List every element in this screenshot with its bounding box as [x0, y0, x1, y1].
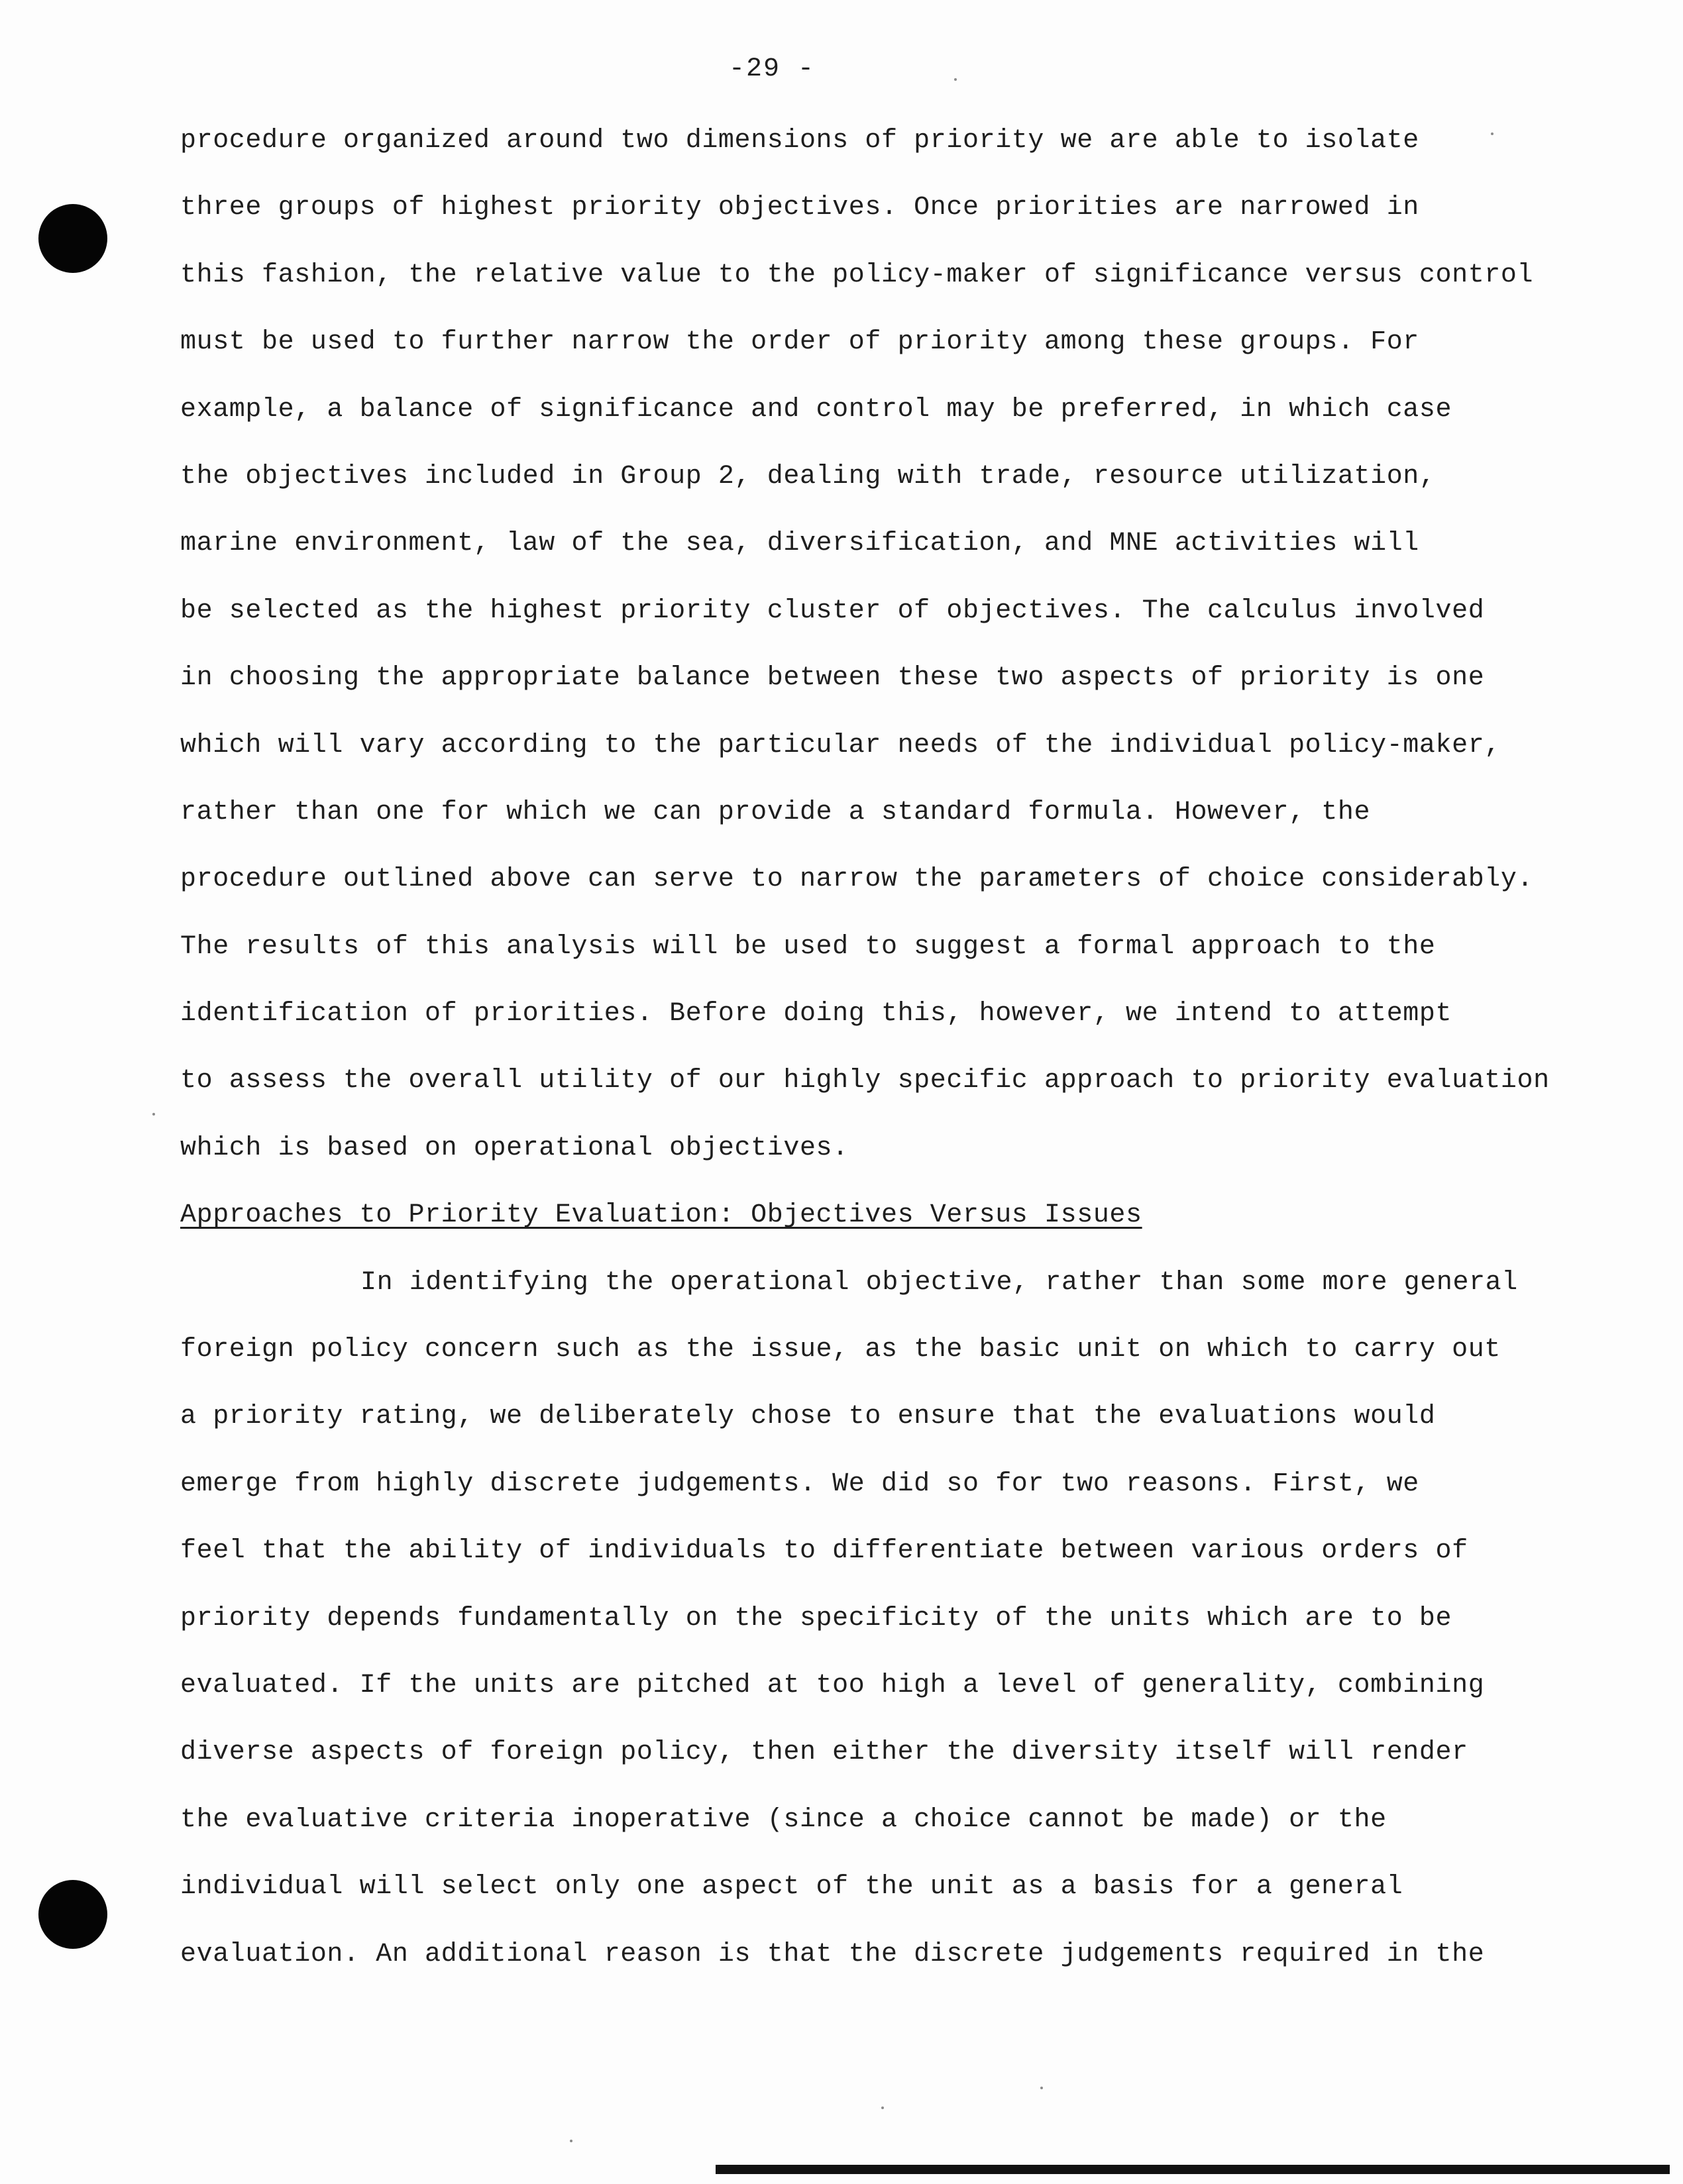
text-line: evaluation. An additional reason is that the discrete judgements required in the	[180, 1939, 1485, 1969]
punch-hole-top	[38, 204, 107, 273]
text-line: foreign policy concern such as the issue, as the basic unit on which to carry out	[180, 1335, 1501, 1365]
text-line: procedure outlined above can serve to narrow the parameters of choice considerably.	[180, 864, 1534, 895]
text-line: a priority rating, we deliberately chose to ensure that the evaluations would	[180, 1402, 1436, 1432]
text-line: feel that the ability of individuals to differentiate between various orders of	[180, 1536, 1468, 1567]
text-line: the objectives included in Group 2, dealing with trade, resource utilization,	[180, 461, 1436, 492]
scan-speck	[954, 78, 957, 81]
text-line: identification of priorities. Before doing this, however, we intend to attempt	[180, 999, 1452, 1029]
paragraph-continuation	[180, 107, 1603, 1988]
text-line: individual will select only one aspect of the unit as a basis for a general	[180, 1872, 1403, 1902]
punch-hole-bottom	[38, 1880, 107, 1949]
text-line: be selected as the highest priority cluster of objectives. The calculus involved	[180, 596, 1485, 626]
text-line: priority depends fundamentally on the specificity of the units which are to be	[180, 1603, 1452, 1634]
text-line: evaluated. If the units are pitched at too high a level of generality, combining	[180, 1670, 1485, 1700]
scan-speck	[881, 2106, 884, 2109]
scan-speck	[570, 2140, 572, 2142]
scan-speck	[1491, 132, 1493, 135]
text-line: this fashion, the relative value to the policy-maker of significance versus control	[180, 260, 1534, 290]
text-line: to assess the overall utility of our highly specific approach to priority evaluation	[180, 1066, 1550, 1096]
text-line: emerge from highly discrete judgements. We did so for two reasons. First, we	[180, 1469, 1419, 1499]
scan-edge-bar	[716, 2165, 1670, 2174]
text-line: diverse aspects of foreign policy, then either the diversity itself will render	[180, 1738, 1468, 1768]
text-line: procedure organized around two dimensions of priority we are able to isolate	[180, 126, 1419, 156]
text-line: rather than one for which we can provide a standard formula. However, the	[180, 797, 1371, 827]
text-line: must be used to further narrow the order of priority among these groups. For	[180, 327, 1419, 358]
text-line: the evaluative criteria inoperative (since a choice cannot be made) or the	[180, 1804, 1387, 1835]
text-line: In identifying the operational objective, rather than some more general	[360, 1267, 1518, 1298]
text-line: The results of this analysis will be used to suggest a formal approach to the	[180, 931, 1436, 962]
section-heading-line	[180, 1182, 1603, 1249]
text-line: example, a balance of significance and control may be preferred, in which case	[180, 394, 1452, 425]
section-heading: Approaches to Priority Evaluation: Objectives Versus Issues	[180, 1200, 1142, 1231]
text-line: in choosing the appropriate balance between these two aspects of priority is one	[180, 663, 1485, 694]
page-number: -29 -	[729, 54, 816, 84]
scan-speck	[1040, 2087, 1043, 2089]
text-line: which is based on operational objectives.	[180, 1133, 849, 1163]
text-line: three groups of highest priority objectives. Once priorities are narrowed in	[180, 193, 1419, 223]
text-line: which will vary according to the particular needs of the individual policy-maker,	[180, 730, 1501, 760]
scan-speck	[152, 1113, 155, 1116]
text-line: marine environment, law of the sea, diversification, and MNE activities will	[180, 529, 1419, 559]
